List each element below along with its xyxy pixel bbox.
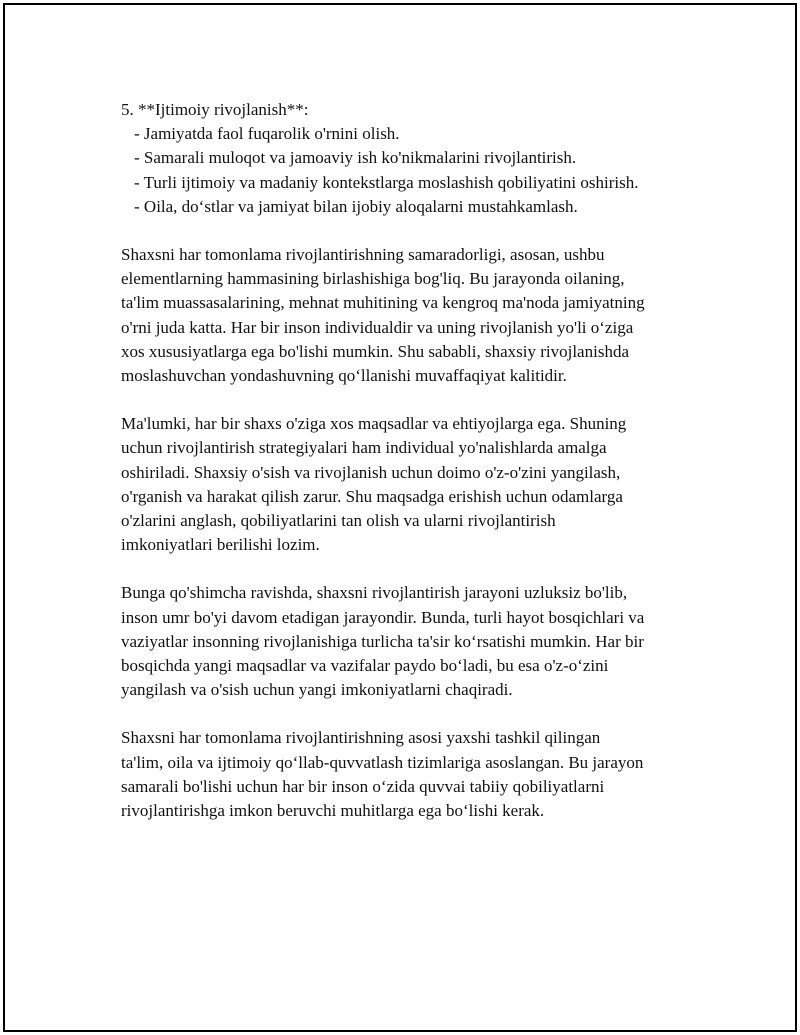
text-line: yangilash va o'sish uchun yangi imkoniyatlarni chaqiradi. xyxy=(121,680,513,700)
paragraph-4 xyxy=(121,726,721,823)
text-line: o'zlarini anglash, qobiliyatlarini tan olish va ularni rivojlantirish xyxy=(121,511,556,531)
text-line: vaziyatlar insonning rivojlanishiga turlicha ta'sir ko‘rsatishi mumkin. Har bir xyxy=(121,631,644,651)
page-border xyxy=(3,3,797,1032)
text-line: imkoniyatlari berilishi lozim. xyxy=(121,535,320,555)
paragraph-3 xyxy=(121,581,721,702)
text-line: samarali bo'lishi uchun har bir inson o‘zida quvvai tabiiy qobiliyatlarni xyxy=(121,776,605,796)
text-line: moslashuvchan yondashuvning qo‘llanishi muvaffaqiyat kalitidir. xyxy=(121,366,567,386)
text-line: Ma'lumki, har bir shaxs o'ziga xos maqsadlar va ehtiyojlarga ega. Shuning xyxy=(121,414,627,434)
paragraph-1 xyxy=(121,243,721,388)
text-line: ta'lim, oila va ijtimoiy qo‘llab-quvvatlash tizimlariga asoslangan. Bu jarayon xyxy=(121,752,644,772)
bullet-item: - Oila, do‘stlar va jamiyat bilan ijobiy aloqalarni mustahkamlash. xyxy=(134,196,578,216)
paragraph-2 xyxy=(121,412,721,557)
text-line: bosqichda yangi maqsadlar va vazifalar paydo bo‘ladi, bu esa o'z-o‘zini xyxy=(121,656,609,676)
bullet-list xyxy=(121,122,721,219)
text-line: Shaxsni har tomonlama rivojlantirishning samaradorligi, asosan, ushbu xyxy=(121,245,605,265)
text-line: o'rganish va harakat qilish zarur. Shu maqsadga erishish uchun odamlarga xyxy=(121,486,623,506)
text-line: uchun rivojlantirish strategiyalari ham individual yo'nalishlarda amalga xyxy=(121,438,607,458)
text-line: rivojlantirishga imkon beruvchi muhitlarga ega bo‘lishi kerak. xyxy=(121,801,545,821)
text-line: elementlarning hammasining birlashishiga bog'liq. Bu jarayonda oilaning, xyxy=(121,269,625,289)
text-line: ta'lim muassasalarining, mehnat muhitining va kengroq ma'noda jamiyatning xyxy=(121,293,645,313)
text-line: Bunga qo'shimcha ravishda, shaxsni rivojlantirish jarayoni uzluksiz bo'lib, xyxy=(121,583,628,603)
bullet-item: - Turli ijtimoiy va madaniy kontekstlarga moslashish qobiliyatini oshirish. xyxy=(134,172,639,192)
bullet-item: - Samarali muloqot va jamoaviy ish ko'nikmalarini rivojlantirish. xyxy=(134,148,577,168)
section-heading: 5. **Ijtimoiy rivojlanish**: xyxy=(121,100,309,119)
document-body xyxy=(121,98,721,823)
text-line: o'rni juda katta. Har bir inson individualdir va uning rivojlanish yo'li o‘ziga xyxy=(121,317,634,337)
text-line: Shaxsni har tomonlama rivojlantirishning asosi yaxshi tashkil qilingan xyxy=(121,728,601,748)
text-line: xos xususiyatlarga ega bo'lishi mumkin. Shu sababli, shaxsiy rivojlanishda xyxy=(121,341,629,361)
text-line: inson umr bo'yi davom etadigan jarayondir. Bunda, turli hayot bosqichlari va xyxy=(121,607,645,627)
text-line: oshiriladi. Shaxsiy o'sish va rivojlanish uchun doimo o'z-o'zini yangilash, xyxy=(121,462,621,482)
bullet-item: - Jamiyatda faol fuqarolik o'rnini olish. xyxy=(134,124,400,144)
